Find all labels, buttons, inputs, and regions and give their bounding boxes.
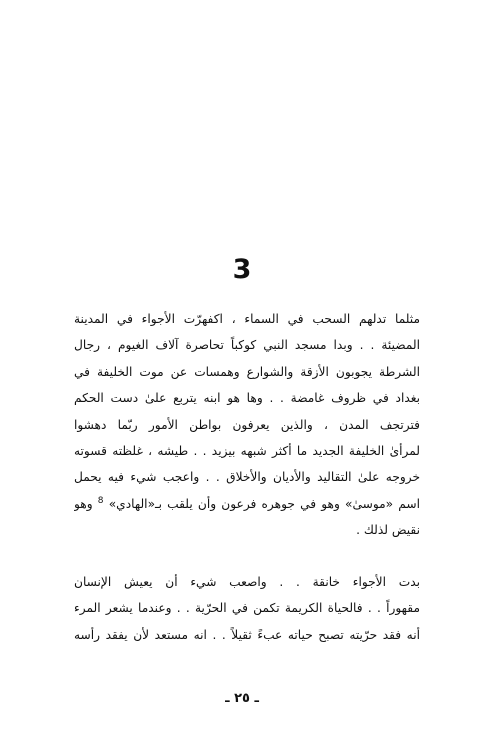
text-line: الشرطة يجوبون الأزقة والشوارع وهمسات عن موت الخليفة في: [74, 364, 420, 379]
chapter-number: 3: [232, 254, 252, 285]
text-line: فترتجف المدن ، والذين يعرفون بواطن الأمور ربّما دهشوا: [74, 417, 420, 432]
line-text: اسم «موسىٰ» وهو في جوهره فرعون وأن يلقب بـ«الهادي»: [108, 496, 420, 511]
text-line: خروجه علىٰ التقاليد والأديان والأخلاق . . واعجب شيء فيه يحمل: [74, 470, 420, 485]
text-line: لمرأىٰ الخليفة الجديد ما أكثر شبهه بيزيد . . طيشه ، غلظته قسوته: [74, 443, 420, 458]
paragraph-2: [74, 569, 420, 648]
text-line: المضيئة . . وبدا مسجد النبي كوكباً تحاصرة آلاف الغيوم ، رجال: [74, 338, 420, 353]
text-line-with-footnote: [74, 491, 420, 517]
text-line: مقهوراً . . فالحياة الكريمة تكمن في الحرّية . . وعندما يشعر المرء: [74, 601, 420, 616]
footnote-marker[interactable]: 8: [97, 495, 104, 506]
text-line: أنه فقد حرّيته تصبح حياته عبءً ثقيلاً . . انه مستعد لأن يفقد رأسه: [74, 627, 420, 642]
text-line: مثلما تدلهم السحب في السماء ، اكفهرّت الأجواء في المدينة: [74, 312, 420, 326]
text-line-last: نقيض لذلك .: [356, 523, 420, 538]
paragraph-1: [74, 306, 420, 544]
text-line: بغداد في ظروف غامضة . . وها هو ابنه يتربع علىٰ دست الحكم: [74, 391, 420, 406]
text-line: بدت الأجواء خانقة . . واصعب شيء أن يعيش الإنسان: [74, 575, 420, 589]
page-number: ـ ٢٥ ـ: [225, 691, 259, 706]
line-text-end: وهو: [74, 496, 98, 511]
